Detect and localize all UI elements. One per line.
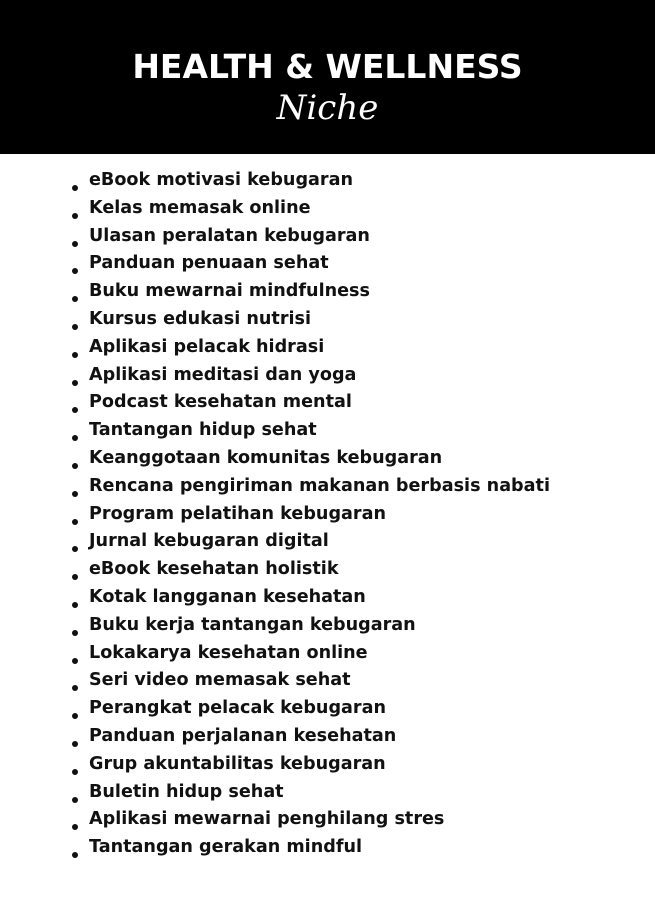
bullet-icon <box>72 352 78 358</box>
list-item <box>0 501 655 529</box>
bullet-icon <box>72 602 78 608</box>
list-item-label: eBook kesehatan holistik <box>89 559 339 580</box>
list-item <box>0 834 655 862</box>
list-item <box>0 389 655 417</box>
page-subtitle: Niche <box>276 88 379 128</box>
bullet-icon <box>72 380 78 386</box>
list-item-label: eBook motivasi kebugaran <box>89 170 353 190</box>
bullet-icon <box>72 463 78 469</box>
list-item <box>0 556 655 584</box>
list-item-label: Tantangan gerakan mindful <box>89 837 363 858</box>
list-item <box>0 584 655 612</box>
bullet-icon <box>72 741 78 747</box>
list-item-label: Buletin hidup sehat <box>89 781 284 802</box>
bullet-icon <box>72 491 78 497</box>
list-item <box>0 362 655 390</box>
bullet-icon <box>72 241 78 247</box>
list-item <box>0 612 655 640</box>
list-item <box>0 806 655 834</box>
bullet-icon <box>72 713 78 719</box>
list-item-label: Rencana pengiriman makanan berbasis nabati <box>89 475 550 496</box>
list-item <box>0 417 655 445</box>
list-item-label: Podcast kesehatan mental <box>89 392 352 413</box>
header-banner <box>0 0 655 154</box>
bullet-icon <box>72 824 78 830</box>
bullet-icon <box>72 685 78 691</box>
niche-list <box>0 167 655 862</box>
list-item <box>0 167 655 195</box>
list-item-label: Buku kerja tantangan kebugaran <box>89 614 416 635</box>
list-item <box>0 306 655 334</box>
list-item-label: Kursus edukasi nutrisi <box>89 308 312 329</box>
bullet-icon <box>72 546 78 552</box>
list-item-label: Grup akuntabilitas kebugaran <box>89 753 386 774</box>
list-item <box>0 195 655 223</box>
list-item <box>0 445 655 473</box>
list-item <box>0 473 655 501</box>
bullet-icon <box>72 324 78 330</box>
list-item-label: Program pelatihan kebugaran <box>89 503 386 524</box>
list-item-label: Kotak langganan kesehatan <box>89 586 366 607</box>
list-item-label: Seri video memasak sehat <box>89 670 351 691</box>
list-item-label: Aplikasi meditasi dan yoga <box>89 364 357 385</box>
list-item-label: Ulasan peralatan kebugaran <box>89 225 370 246</box>
bullet-icon <box>72 574 78 580</box>
bullet-icon <box>72 435 78 441</box>
bullet-icon <box>72 268 78 274</box>
list-item-label: Tantangan hidup sehat <box>89 420 317 441</box>
bullet-icon <box>72 519 78 525</box>
list-item <box>0 640 655 668</box>
list-item-label: Panduan penuaan sehat <box>89 253 329 274</box>
list-item-label: Kelas memasak online <box>89 197 311 218</box>
bullet-icon <box>72 296 78 302</box>
bullet-icon <box>72 407 78 413</box>
bullet-icon <box>72 658 78 664</box>
page-title: HEALTH & WELLNESS <box>132 47 523 86</box>
bullet-icon <box>72 185 78 191</box>
bullet-icon <box>72 213 78 219</box>
list-item <box>0 667 655 695</box>
bullet-icon <box>72 852 78 858</box>
list-item <box>0 278 655 306</box>
list-item <box>0 695 655 723</box>
list-item-label: Jurnal kebugaran digital <box>89 531 329 552</box>
list-item-label: Panduan perjalanan kesehatan <box>89 725 397 746</box>
list-item <box>0 779 655 807</box>
list-item <box>0 334 655 362</box>
list-item-label: Buku mewarnai mindfulness <box>89 281 371 302</box>
list-item-label: Aplikasi pelacak hidrasi <box>89 336 325 357</box>
list-item-label: Keanggotaan komunitas kebugaran <box>89 447 443 468</box>
list-item <box>0 528 655 556</box>
list-item-label: Aplikasi mewarnai penghilang stres <box>89 809 445 830</box>
bullet-icon <box>72 630 78 636</box>
bullet-icon <box>72 769 78 775</box>
list-item <box>0 250 655 278</box>
list-item <box>0 723 655 751</box>
bullet-icon <box>72 797 78 803</box>
list-item <box>0 751 655 779</box>
list-item-label: Lokakarya kesehatan online <box>89 642 368 663</box>
list-item <box>0 223 655 251</box>
list-item-label: Perangkat pelacak kebugaran <box>89 698 386 719</box>
